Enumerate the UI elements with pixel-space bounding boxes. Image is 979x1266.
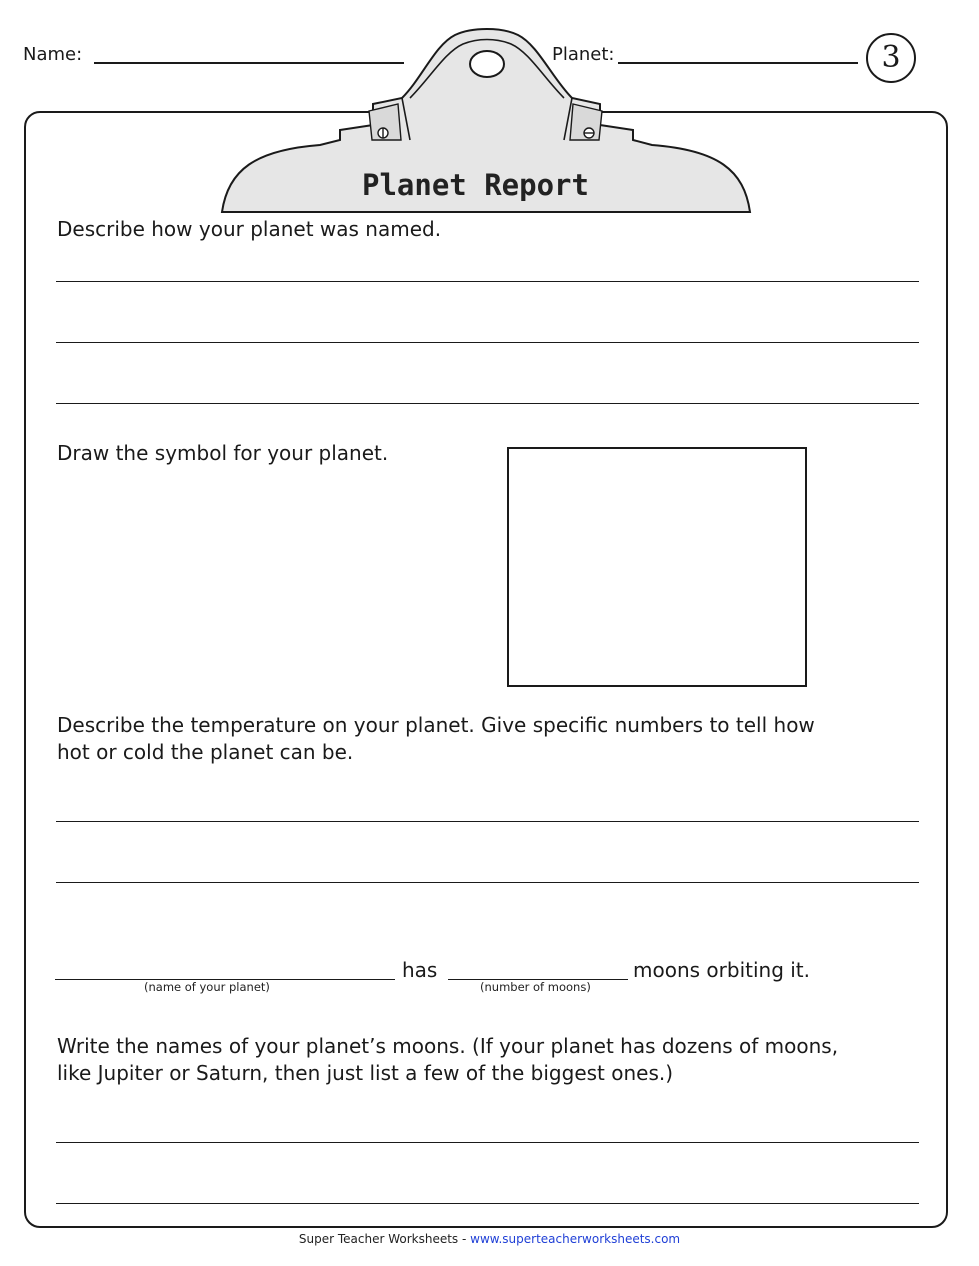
footer-text: Super Teacher Worksheets - (298, 1232, 471, 1246)
prompt-moons-line2: like Jupiter or Saturn, then just list a few of the biggest ones.) (57, 1061, 674, 1085)
answer-line[interactable] (56, 882, 919, 883)
answer-line[interactable] (56, 281, 919, 282)
moons-orbiting-text: moons orbiting it. (633, 958, 811, 982)
answer-line[interactable] (56, 1203, 919, 1204)
prompt-named: Describe how your planet was named. (57, 217, 442, 241)
planet-label: Planet: (552, 44, 615, 65)
footer-link[interactable]: www.superteacherworksheets.com (470, 1232, 681, 1246)
name-label: Name: (23, 44, 83, 65)
answer-line[interactable] (56, 403, 919, 404)
planet-name-caption: (name of your planet) (144, 980, 270, 994)
answer-line[interactable] (56, 342, 919, 343)
page-title: Planet Report (362, 168, 589, 202)
prompt-symbol: Draw the symbol for your planet. (57, 441, 389, 465)
symbol-drawing-box[interactable] (507, 447, 807, 687)
moon-count-caption: (number of moons) (480, 980, 591, 994)
prompt-temperature-line1: Describe the temperature on your planet. Give specific numbers to tell how (57, 713, 815, 737)
prompt-moons-line1: Write the names of your planet’s moons. (If your planet has dozens of moons, (57, 1034, 839, 1058)
has-word: has (402, 958, 438, 982)
footer (0, 1232, 979, 1246)
prompt-temperature-line2: hot or cold the planet can be. (57, 740, 354, 764)
answer-line[interactable] (56, 1142, 919, 1143)
page-number-badge: 3 (866, 33, 916, 83)
answer-line[interactable] (56, 821, 919, 822)
